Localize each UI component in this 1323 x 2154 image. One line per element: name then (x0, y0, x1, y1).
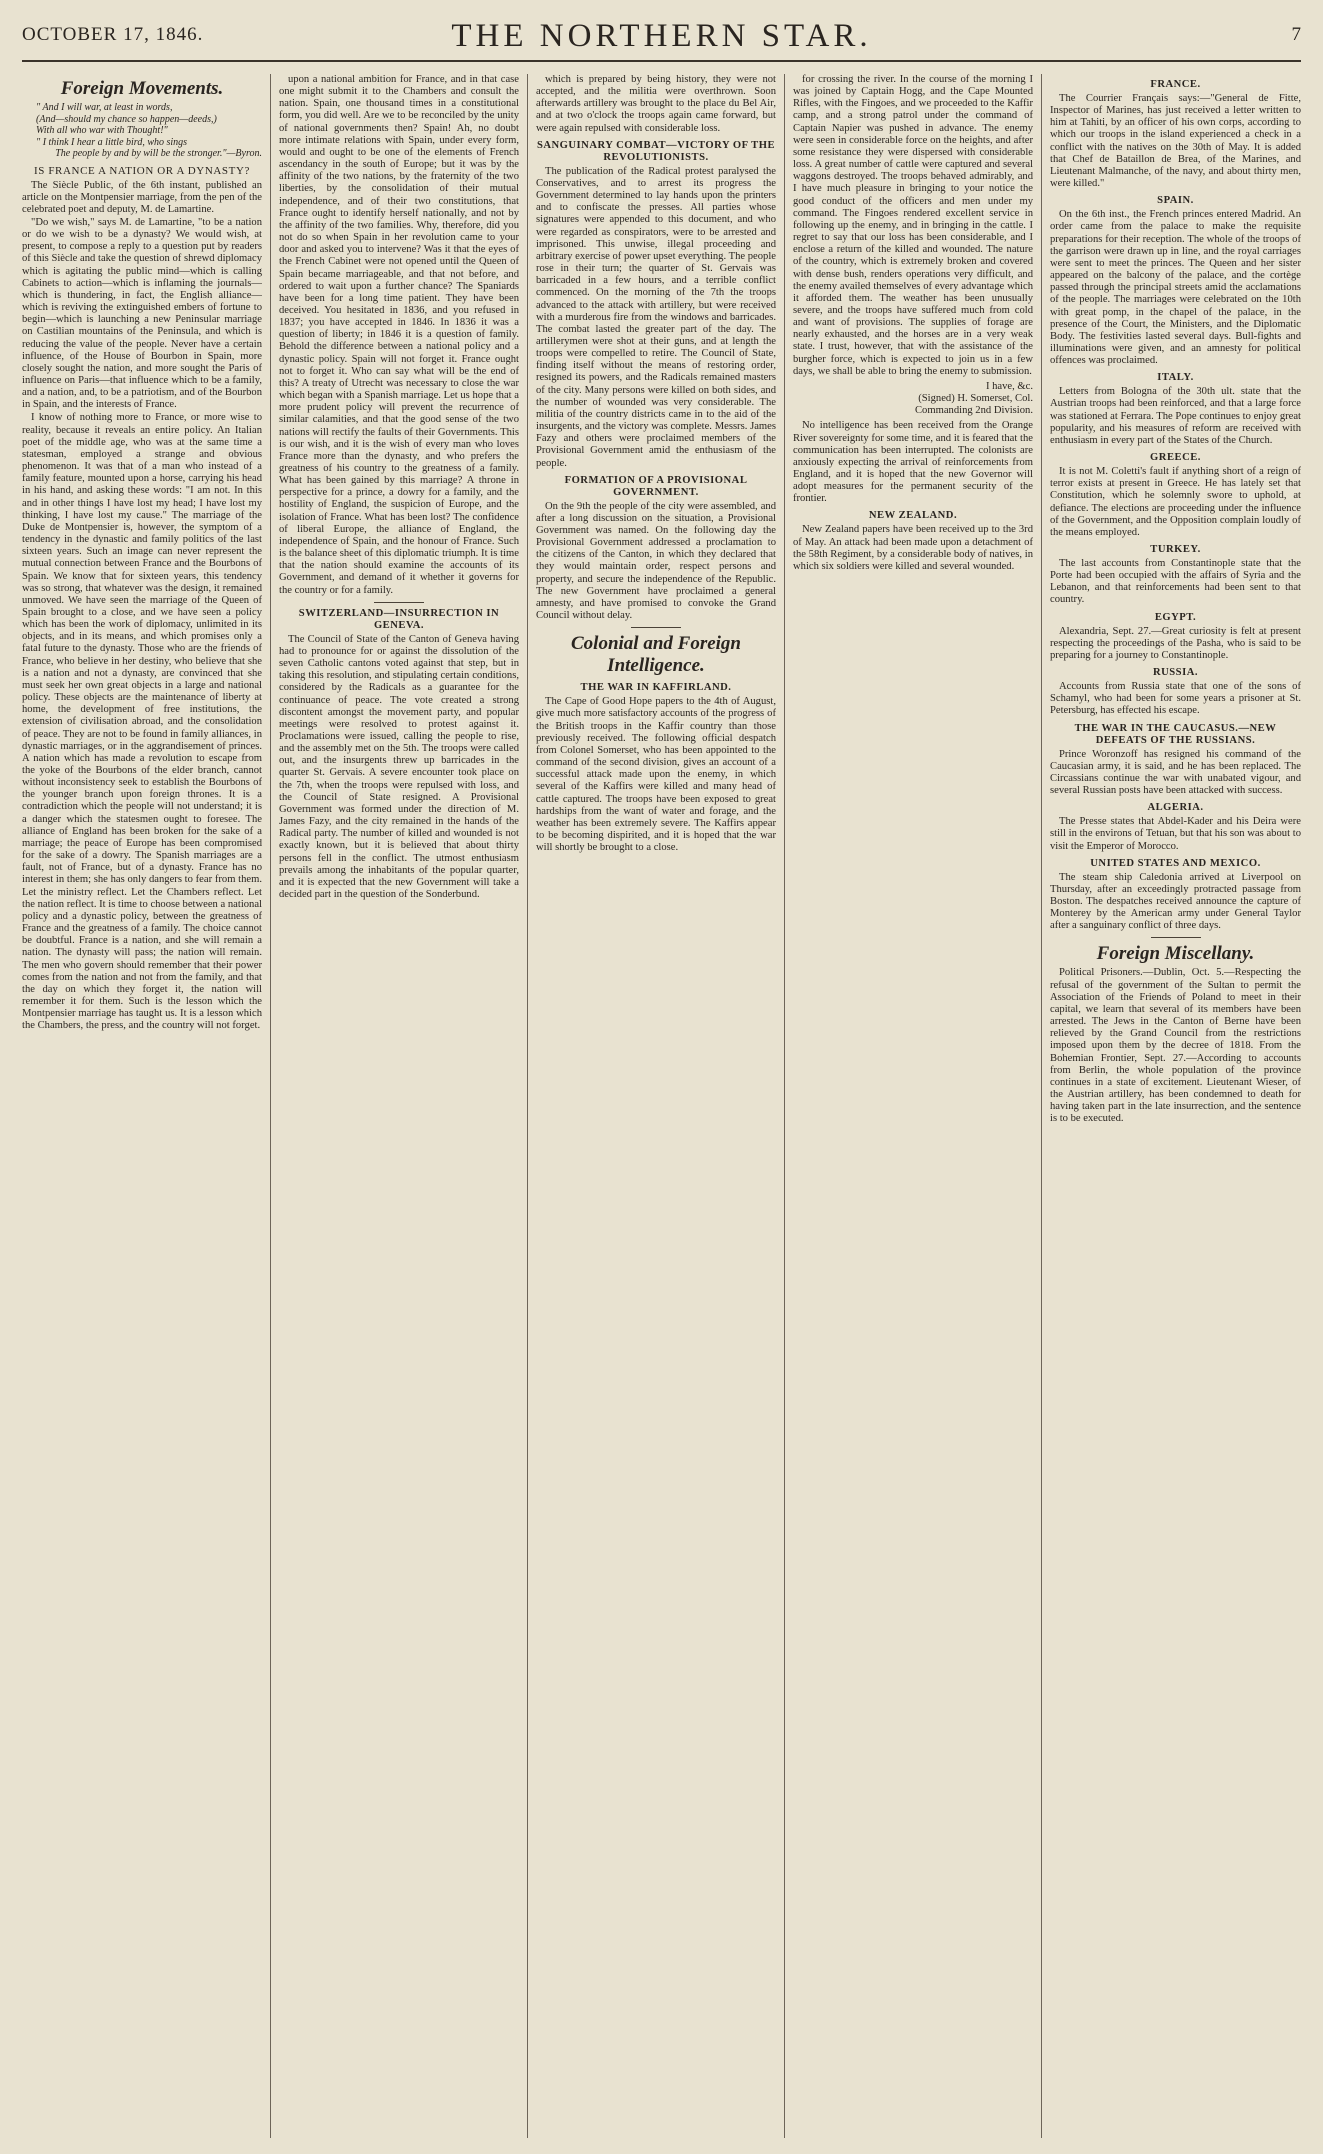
paragraph: upon a national ambition for France, and in that case one might submit it to the Chambers and consult the nation. Spain, one thousand times in a constitutional form, you did well. Are we to be reconciled by the unity of national governments then? Spain! Ah, no doubt more intimate relations with Spain, under every form, would and ought to be one of the elements of French ascendancy in the south of Europe; but it was by the affinity of the two nations, by the fraternity of the two liberties, by the consolidation of their mutual independence, and of their two constitutions, that France ought to identify herself nationally, and not by the affinity of the two families. Why, therefore, did you not do so when Spain in her revolution came to your door and asked you to intervene? Was it that the eyes of the French Cabinet were not opened until the Queen of Spain became marriageable, and that not before, and ordered to wait upon a further chance? The Spaniards have been for a long time patient. They have been deceived. You hesitated in 1836, and you refused in 1837; you have accepted in 1846. In 1836 it was a question of liberty; in 1846 it is a question of family. Behold the difference between a national policy and a dynastic policy. Spain will not forget it. France ought not to forget it. Who can say what will be the end of this? A treaty of Utrecht was necessary to close the war which began with a Spanish marriage. Let us hope that a more prudent policy will prevent the recurrence of similar calamities, and that the good sense of the two nations will rectify the faults of their Governments. This is our wish, and it is the wish of every man who loves France more than the dynasty, and who prefers the greatness of his country to the greatness of a family. What has been gained by this marriage? A throne in perspective for a prince, a dowry for a family, and the hostility of England, the suspicion of Europe, and the isolation of France. What has been lost? The confidence of liberal Europe, the alliance of England, the independence of Spain, and the honour of France. Such is the balance sheet of this diplomatic triumph. It is time that the nation should examine the accounts of its Government, and demand of it whether it governs for the country or for a family. (279, 74, 519, 596)
paragraph: "Do we wish," says M. de Lamartine, "to be a nation or do we wish to be a dynasty? We would wish, at present, to compose a reply to a question put by readers of this Siècle and take the question of shrewd diplomacy which is agitating the public mind—which is calling Cabinets to action—which is inflaming the journals—which is thundering, in fact, the English alliance—which is reviving the extinguished embers of fortune to begin—which is launching a new Peninsular marriage on Castilian mountains of the Peninsula, and which is reducing the value of the people. Never have a certain influence, of the House of Bourbon in Spain, more closely sought the nation, and more sought the Paris of influence on Paris—that influence which to be a family, and a nation, and, to be a patriotism, and of the Bourbon in Spain, and the interests of France. (22, 216, 262, 411)
epigraph (36, 102, 262, 160)
article-heading-new-zealand: NEW ZEALAND. (868, 510, 958, 522)
article-heading-algeria: ALGERIA. (1147, 802, 1204, 814)
article-heading-united-states: UNITED STATES AND MEXICO. (1090, 857, 1261, 869)
paragraph: The steam ship Caledonia arrived at Liverpool on Thursday, after an exceedingly protracted passage from Boston. The despatches received announce the capture of Monterey by the American army under General Taylor after a sanguinary conflict of three days. (1050, 871, 1301, 932)
paragraph: The Cape of Good Hope papers to the 4th of August, give much more satisfactory accounts of the progress of the British troops in the Kaffir country than those previously received. The following official despatch from Colonel Somerset, who has been appointed to the command of the second division, gives an account of a successful attack made upon the enemy, in which several of the Kaffirs were killed and many head of cattle captured. The troops have been exposed to great hardships from the want of water and forage, and the weather has been extremely severe. The Kaffirs appear to be becoming dispirited, and it is hoped that the war will shortly be brought to a close. (536, 696, 776, 854)
section-heading-foreign-miscellany: Foreign Miscellany. (1096, 943, 1255, 965)
article-heading-egypt: EGYPT. (1154, 611, 1197, 623)
issue-date: OCTOBER 17, 1846. (22, 24, 204, 45)
epigraph-line: " I think I hear a little bird, who sings (36, 136, 188, 148)
paragraph: for crossing the river. In the course of the morning I was joined by Captain Hogg, and the Cape Mounted Rifles, with the Fingoes, and we proceeded to the Kaffir camp, and a strong patrol under the command of Captain Napier was pushed in advance. The enemy were seen in considerable force on the heights, and after some resistance they were dispersed with considerable loss. A great number of cattle were captured and several waggons destroyed. The troops behaved admirably, and I have much pleasure in bringing to your notice the good conduct of the officers and men under my command. The Fingoes rendered excellent service in following up the enemy, and in bringing in the cattle. I regret to say that our loss has been considerable, and I enclose a return of the killed and wounded. The nature of the country, which is extremely broken and covered with dense bush, renders operations very difficult, and the enemy availed themselves of every advantage which it afforded them. The weather has been unusually severe, and the troops have suffered much from cold and want of provisions. The supplies of forage are nearly exhausted, and the horses are in a very weak state. I trust, however, that with the assistance of the burgher force, which is expected to join us in a few days, we shall be able to bring the enemy to submission. (793, 74, 1033, 377)
column-rule (527, 74, 528, 2138)
divider (374, 602, 424, 603)
article-heading-france: FRANCE. (1150, 79, 1201, 90)
column-rule (270, 74, 271, 2138)
column-2 (279, 74, 519, 2138)
paragraph: Accounts from Russia state that one of the sons of Schamyl, who had been for some years a prisoner at St. Petersburg, has effected his escape. (1050, 681, 1301, 717)
article-heading-kaffirland: THE WAR IN KAFFIRLAND. (580, 682, 732, 694)
paragraph: Alexandria, Sept. 27.—Great curiosity is felt at present respecting the proceedings of the Pasha, who is said to be preparing for a journey to Constantinople. (1050, 625, 1301, 661)
article-title: IS FRANCE A NATION OR A DYNASTY? (34, 164, 250, 177)
column-4 (793, 74, 1033, 2138)
paragraph: Prince Woronzoff has resigned his command of the Caucasian army, it is said, and he has been replaced. The Circassians continue the war with unabated vigour, and several Russian posts have been attacked with success. (1050, 748, 1301, 797)
article-heading-provisional-government: FORMATION OF A PROVISIONAL GOVERNMENT. (564, 474, 748, 498)
epigraph-line: (And—should my chance so happen—deeds,) (36, 113, 217, 125)
signature-line: Commanding 2nd Division. (914, 405, 1033, 417)
paragraph: The Presse states that Abdel-Kader and his Deira were still in the environs of Tetuan, but that his son was about to visit the Emperor of Morocco. (1050, 816, 1301, 852)
article-heading-caucasus: THE WAR IN THE CAUCASUS.—NEW DEFEATS OF THE RUSSIANS. (1074, 722, 1277, 746)
column-3 (536, 74, 776, 2138)
article-heading-switzerland: SWITZERLAND—INSURRECTION IN GENEVA. (298, 607, 500, 631)
article-heading-russia: RUSSIA. (1152, 667, 1198, 679)
paragraph: It is not M. Coletti's fault if anything short of a reign of terror exists at present in Greece. He has lately set that Constitution, which he solemnly swore to uphold, at defiance. The elections are proceeding under the influence of the Government, and the Opposition complain loudly of the means employed. (1050, 466, 1301, 538)
paragraph: which is prepared by being history, they were not accepted, and the militia were overthrown. Soon afterwards artillery was brought to the place du Bel Air, and at two o'clock the troops again came forward, but were again repulsed with considerable loss. (536, 74, 776, 134)
article-heading-turkey: TURKEY. (1150, 544, 1201, 555)
paragraph: Letters from Bologna of the 30th ult. state that the Austrian troops had been reinforced, and that a large force was stationed at Ferrara. The Pope continues to enjoy great popularity, and his measures of reform are received with enthusiasm in every part of the States of the Church. (1050, 386, 1301, 446)
paragraph: The Courrier Français says:—"General de Fitte, Inspector of Marines, has just received a letter written to him at Tahiti, by an officer of his own corps, according to which our troops in the island experienced a check in a conflict with the natives on the 30th of May. It is added that Chef de Bataillon de Brea, of the Marines, and Lieutenant Malmanche, of the navy, and about thirty men, were killed." (1050, 93, 1301, 190)
section-heading-colonial: Colonial and Foreign Intelligence. (571, 633, 741, 677)
epigraph-attribution: The people by and by will be the stronger."—Byron. (55, 148, 262, 159)
column-1 (22, 74, 262, 2138)
signature-block (793, 381, 1033, 417)
article-heading-greece: GREECE. (1150, 452, 1201, 464)
article-heading-spain: SPAIN. (1157, 195, 1194, 207)
newspaper-title: THE NORTHERN STAR. (451, 18, 872, 54)
divider (631, 627, 681, 628)
divider (1151, 937, 1201, 938)
signature-line: (Signed) H. Somerset, Col. (918, 393, 1033, 405)
paragraph: No intelligence has been received from the Orange River sovereignty for some time, and it is feared that the communication has been interrupted. The colonists are anxiously expecting the arrival of reinforcements from England, and it is hoped that the new Governor will adopt measures for the permanent security of the frontier. (793, 420, 1033, 505)
epigraph-line: " And I will war, at least in words, (36, 102, 173, 113)
column-rule (784, 74, 785, 2138)
paragraph: The Council of State of the Canton of Geneva having had to pronounce for or against the dissolution of the seven Catholic cantons voted against that step, but in taking this resolution, and stipulating certain conditions, considered by the Radicals as a guarantee for the continuance of peace. The vote created a strong discontent amongst the movement party, and popular meetings were resolved to protest against it. Proclamations were issued, calling the people to rise, and the assembly met on the 5th. The troops were called out, and the insurgents threw up barricades in the quarter St. Gervais. A severe encounter took place on the 7th, when the troops were repulsed with loss, and the Council of State resigned. A Provisional Government was formed under the direction of M. James Fazy, and the city remained in the hands of the Radical party. The number of killed and wounded is not exactly known, but it is believed that about thirty persons fell in the conflict. The utmost enthusiasm prevails among the inhabitants of the popular quarter, and it is expected that the new Government will take a decided part in the question of the Sonderbund. (279, 633, 519, 900)
column-5 (1050, 74, 1301, 2138)
paragraph: New Zealand papers have been received up to the 3rd of May. An attack had been made upon a detachment of the 58th Regiment, by a considerable body of natives, in which six soldiers were killed and several wounded. (793, 524, 1033, 572)
paragraph: The Siècle Public, of the 6th instant, published an article on the Montpensier marriage, from the pen of the celebrated poet and deputy, M. de Lamartine. (22, 179, 262, 215)
section-heading-foreign-movements: Foreign Movements. (60, 78, 224, 99)
article-heading-italy: ITALY. (1157, 372, 1194, 384)
epigraph-line: With all who war with Thought!" (36, 125, 168, 136)
masthead (22, 16, 1301, 62)
paragraph: I know of nothing more to France, or more wise to reality, because it reveals an entire policy. An Italian poet of the middle age, who was at the same time a statesman, employed a strange and obvious phenomenon. It was that of a man who instead of a family feature, mounted upon a horse, carrying his head in his hand, and asking these words: "I am not. In this and in other things I have lost my head; I have lost my thinking, I have lost my cause." The marriage of the Duke de Montpensier is, however, the symptom of a tendency in the dynastic and family politics of the last sixteen years. Such an image can never represent the mutual connection between France and the Bourbons of Spain. We know that for sixteen years, this tendency was so strong, that whatever was the design, it remained unmoved. We have seen the marriage of the Queen of Spain brought to a close, and we have seen a policy which has been the work of diplomacy, unlimited in its objects, and in its means, and which promises only a fatal future to the dynasty. Those who are the friends of France, who believe in her destiny, who believe that she is a nation and not a dynasty, are convinced that she must seek her own great objects in a large and national policy. These objects are the maintenance of liberty at home, the development of free institutions, the extension of civilisation abroad, and the consolidation of peace. They are not to be found in family alliances, in dynastic marriages, or in the aggrandisement of princes. A nation which has made a revolution to escape from the yoke of the Bourbons of the elder branch, cannot without inconsistency seek to establish the Bourbons of the younger branch upon foreign thrones. It is a contradiction which the people will not understand; it is a danger which the statesmen ought to foresee. The alliance of England has been broken for the sake of a marriage; the peace of Europe has been compromised for the sake of a dowry. The Spanish marriages are a fault, not of France, but of a dynasty. France has no interest in them; she has only dangers to fear from them. Let the ministry reflect. Let the Chambers reflect. Let the nation reflect. It is time to choose between a national policy and a dynastic policy, between the greatness of France and the greatness of a family. The choice cannot be doubtful. France is a nation, and she will remain a nation. The dynasty will pass; the nation will remain. The men who govern should remember that their power comes from the nation and not from the family, and that the day on which they forget it, the nation will remember it for them. Such is the lesson which the Montpensier marriage has taught us. It is a lesson which the Chambers, the press, and the country will not forget. (22, 412, 262, 1032)
article-heading-combat: SANGUINARY COMBAT—VICTORY OF THE REVOLUTIONISTS. (536, 139, 776, 163)
paragraph: On the 6th inst., the French princes entered Madrid. An order came from the palace to make the requisite preparations for their reception. The whole of the troops of the garrison were drawn up in line, and the royal carriages were sent to meet the princes. The Queen and her sister appeared on the balcony of the palace, and the cortège passed through the principal streets amid the acclamations of the people. The marriages were celebrated on the 10th with great pomp, in the chapel of the palace, in the presence of the Court, the Ministers, and the Diplomatic Body. The festivities lasted several days. Bull-fights and illuminations were given, and an amnesty for political offences was proclaimed. (1050, 209, 1301, 367)
column-rule (1041, 74, 1042, 2138)
paragraph: On the 9th the people of the city were assembled, and after a long discussion on the situation, a Provisional Government was named. On the following day the Provisional Government addressed a proclamation to the citizens of the Canton, in which they declared that they would maintain order, respect persons and property, and secure the independence of the Republic. The new Government have proclaimed a general amnesty, and have promised to convoke the Grand Council without delay. (536, 500, 776, 622)
paragraph: The last accounts from Constantinople state that the Porte had been occupied with the affairs of Syria and the Lebanon, and that reinforcements had been sent to that country. (1050, 558, 1301, 606)
signature-line: I have, &c. (985, 380, 1033, 392)
page-number: 7 (1291, 24, 1301, 45)
paragraph: The publication of the Radical protest paralysed the Conservatives, and to arrest its progress the Government determined to lay hands upon the printers and to confiscate the presses. All parties whose signatures were appended to this document, and who were regarded as conspirators, were to be arrested and imprisoned. This unwise, illegal proceeding and arbitrary exercise of power upset everything. The people rose in their turn; the quarter of St. Gervais was barricaded in a few hours, and a terrible conflict commenced. On the morning of the 7th the troops advanced to the attack with artillery, but were received with a murderous fire from the windows and barricades. The combat lasted the greater part of the day. The artillerymen were shot at their guns, and at length the troops were compelled to retire. The Council of State, finding itself without the means of restoring order, resigned its powers, and the Radicals remained masters of the city. Many persons were killed on both sides, and the number of wounded was very considerable. The militia of the country districts came in to the aid of the insurgents, and the victory was complete. Messrs. James Fazy and others were proclaimed members of the Provisional Government amid the enthusiasm of the people. (536, 165, 776, 469)
paragraph: Political Prisoners.—Dublin, Oct. 5.—Respecting the refusal of the government of the Sultan to permit the Association of the Friends of Poland to meet in their capital, we learn that several of its members have been arrested. The Jews in the Canton of Berne have been relieved by the Grand Council from the restrictions imposed upon them by the decree of 1818. From the Bohemian Frontier, Sept. 27.—According to accounts from Berlin, the whole population of the province continues in a state of excitement. Lieutenant Wieser, of the Austrian artillery, has been condemned to death for having taken part in the late insurrection, and the sentence is to be executed. (1050, 967, 1301, 1125)
